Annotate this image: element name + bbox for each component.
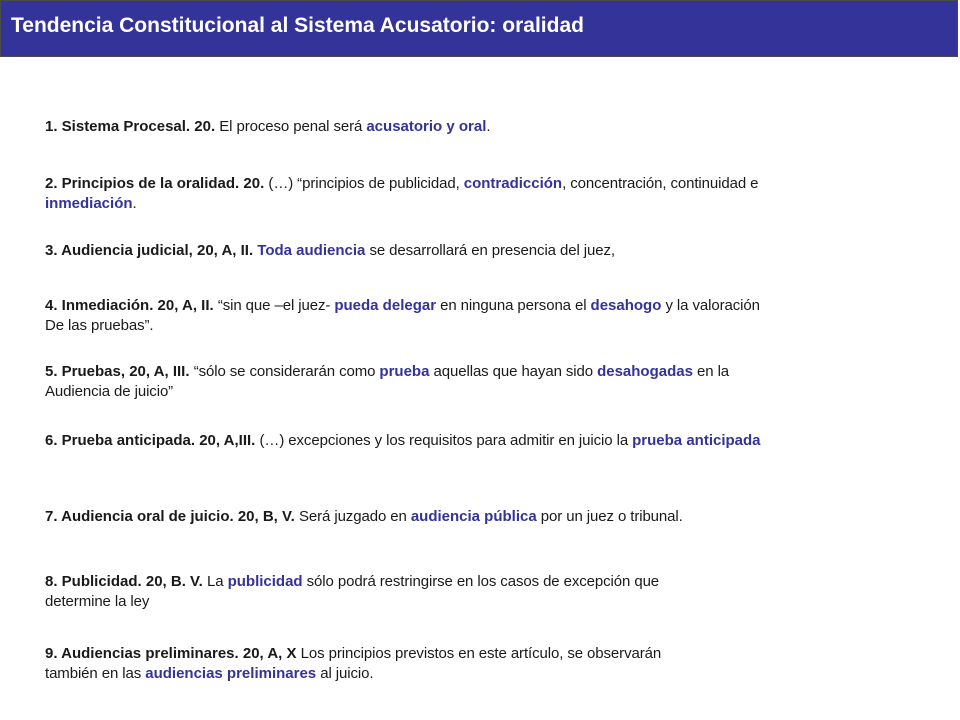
highlight-term: pueda delegar (334, 297, 437, 314)
list-item-2 (45, 174, 758, 214)
item-heading: 6. Prueba anticipada. 20, A,III. (45, 432, 260, 449)
item-text: y la valoración (661, 297, 760, 314)
item-line (45, 572, 659, 592)
item-text: (…) excepciones y los requisitos para admitir en juicio la (259, 432, 633, 449)
item-heading: 8. Publicidad. 20, B. V. (45, 573, 208, 590)
item-text: sólo podrá restringirse en los casos de excepción que (302, 573, 660, 590)
item-line (45, 431, 761, 451)
item-line (45, 117, 490, 137)
highlight-term: prueba anticipada (632, 432, 761, 449)
item-line (45, 174, 758, 194)
list-item-6 (45, 431, 761, 451)
list-item-7 (45, 507, 683, 527)
item-text: “sólo se considerarán como (193, 363, 380, 380)
item-text: al juicio. (316, 665, 374, 682)
highlight-term: audiencias preliminares (145, 665, 317, 682)
item-text: “sin que –el juez- (217, 297, 335, 314)
item-line (45, 241, 615, 261)
item-text: La (207, 573, 228, 590)
item-text: (…) “principios de publicidad, (268, 175, 464, 192)
item-line (45, 296, 760, 316)
item-heading: 7. Audiencia oral de juicio. 20, B, V. (45, 508, 299, 525)
item-text: se desarrollará en presencia del juez, (365, 242, 615, 259)
item-text: . (486, 118, 491, 135)
item-text: en la (692, 363, 730, 380)
item-text: El proceso penal será (219, 118, 367, 135)
item-text: en ninguna persona el (436, 297, 591, 314)
list-item-3 (45, 241, 615, 261)
highlight-term: publicidad (227, 573, 303, 590)
item-text: De las pruebas”. (45, 317, 154, 334)
item-heading: 2. Principios de la oralidad. 20. (45, 175, 269, 192)
item-text: Audiencia de juicio” (45, 383, 174, 400)
item-heading: 9. Audiencias preliminares. 20, A, X (45, 645, 301, 662)
item-line (45, 382, 729, 402)
item-text: , concentración, continuidad e (562, 175, 759, 192)
highlight-term: contradicción (463, 175, 563, 192)
highlight-term: desahogadas (597, 363, 693, 380)
item-heading: 4. Inmediación. 20, A, II. (45, 297, 218, 314)
item-line (45, 592, 659, 612)
highlight-term: acusatorio y oral (366, 118, 487, 135)
list-item-8 (45, 572, 659, 612)
item-line (45, 644, 661, 664)
item-heading: 5. Pruebas, 20, A, III. (45, 363, 194, 380)
item-text: por un juez o tribunal. (536, 508, 683, 525)
item-text: . (132, 195, 137, 212)
highlight-term: inmediación (45, 195, 133, 212)
item-text: determine la ley (45, 593, 150, 610)
item-line (45, 194, 758, 214)
list-item-5 (45, 362, 729, 402)
item-line (45, 664, 661, 684)
highlight-term: audiencia pública (410, 508, 537, 525)
item-text: Los principios previstos en este artículo, se observarán (300, 645, 662, 662)
list-item-9 (45, 644, 661, 684)
item-line (45, 316, 760, 336)
item-heading: 3. Audiencia judicial, 20, A, II. (45, 242, 258, 259)
list-item-1 (45, 117, 490, 137)
item-line (45, 362, 729, 382)
title-bar (0, 0, 958, 57)
highlight-term: desahogo (590, 297, 662, 314)
highlight-term: Toda audiencia (257, 242, 366, 259)
item-text: también en las (45, 665, 146, 682)
item-text: aquellas que hayan sido (429, 363, 598, 380)
item-line (45, 507, 683, 527)
highlight-term: prueba (379, 363, 430, 380)
page-title: Tendencia Constitucional al Sistema Acusatorio: oralidad (11, 14, 584, 37)
item-text: Será juzgado en (298, 508, 411, 525)
item-heading: 1. Sistema Procesal. 20. (45, 118, 220, 135)
list-item-4 (45, 296, 760, 336)
